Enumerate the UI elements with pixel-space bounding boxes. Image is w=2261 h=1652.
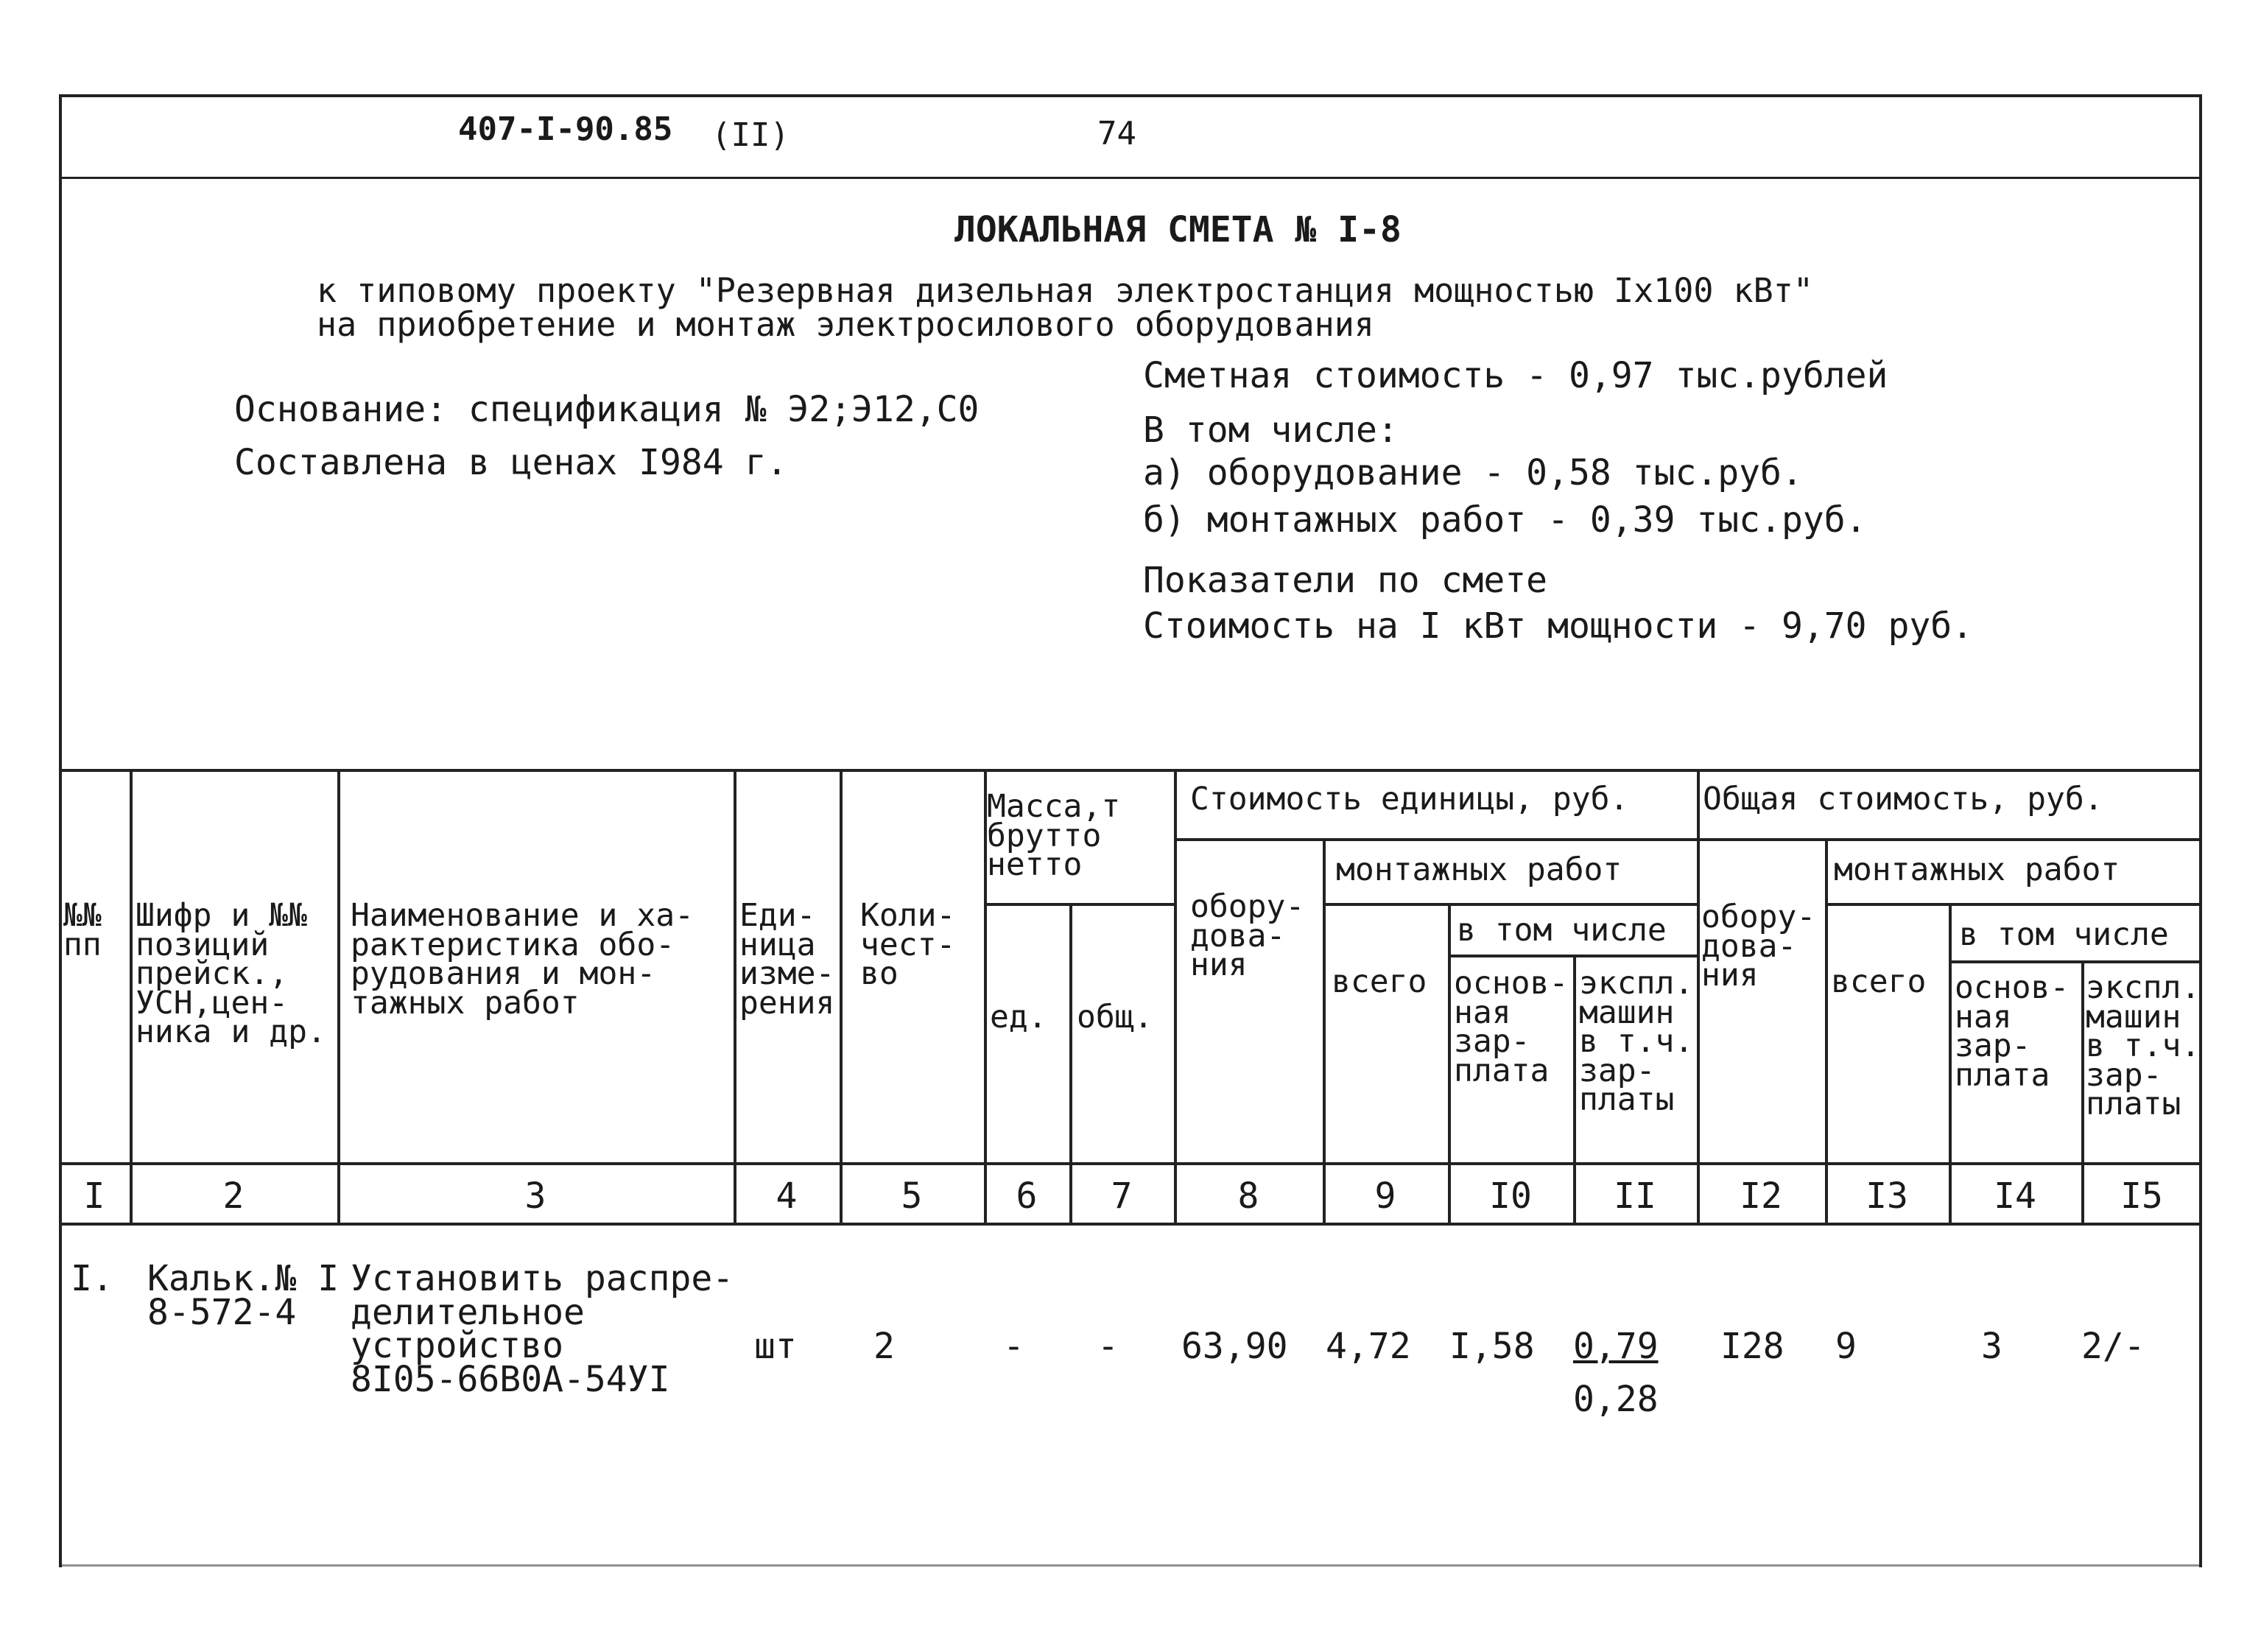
row-total-machines: 2/- (2081, 1326, 2145, 1367)
unit-incl-divider (1448, 955, 1697, 957)
document-code: 407-I-90.85 (458, 110, 673, 148)
col-header-mass-unit: ед. (990, 999, 1047, 1036)
col-number-9: 9 (1374, 1175, 1396, 1217)
page-number: 74 (1097, 115, 1136, 152)
col-number-4: 4 (776, 1175, 798, 1217)
unit-cost-group-divider (1174, 838, 1697, 841)
including-label: В том числе: (1143, 410, 1399, 451)
row-total-equipment: I28 (1720, 1326, 1784, 1367)
row-unit-machines-wage: 0,28 (1573, 1379, 1659, 1420)
document-part: (II) (711, 116, 790, 154)
col-divider-11 (1697, 769, 1700, 1223)
col-header-quantity: Коли- чест- во (860, 897, 956, 993)
col-number-14: I4 (1994, 1175, 2036, 1217)
page-left-border (59, 94, 62, 1567)
header-divider (59, 177, 2202, 179)
col-divider-7 (1174, 769, 1177, 1223)
col-header-total-machines: экспл. машин в т.ч. зар- платы (2086, 969, 2201, 1123)
col-header-unit-machines: экспл. машин в т.ч. зар- платы (1579, 965, 1694, 1119)
col-divider-1 (130, 769, 133, 1223)
col-header-row-number: №№ пп (63, 897, 102, 963)
row-total-wage: 3 (1981, 1326, 2002, 1367)
row-unit-wage: I,58 (1449, 1326, 1535, 1367)
col-header-total-install-group: монтажных работ (1834, 851, 2120, 888)
col-header-total-equipment: обору- дова- ния (1701, 899, 1816, 994)
row-quantity: 2 (873, 1326, 895, 1367)
row-code: Кальк.№ I 8-572-4 (147, 1258, 340, 1333)
col-number-11: II (1614, 1175, 1656, 1217)
col-header-unit-install-group: монтажных работ (1336, 851, 1622, 888)
col-header-unit-wage: основ- ная зар- плата (1454, 965, 1569, 1089)
row-number: I. (71, 1258, 113, 1299)
col-number-3: 3 (524, 1175, 546, 1217)
col-divider-12 (1825, 838, 1828, 1223)
total-install-divider (1825, 903, 2202, 906)
row-description: Установить распре- делительное устройство 8I05-66В0А-54УI (351, 1258, 734, 1400)
col-number-1: I (83, 1175, 105, 1217)
col-divider-4 (840, 769, 843, 1223)
col-number-7: 7 (1111, 1175, 1133, 1217)
col-number-10: I0 (1489, 1175, 1532, 1217)
column-numbers-bottom-border (59, 1223, 2202, 1226)
row-mass-total: - (1097, 1326, 1119, 1367)
price-base-year: Составлена в ценах I984 г. (234, 442, 788, 483)
col-header-unit-incl-group: в том числе (1457, 912, 1667, 949)
col-divider-9 (1448, 903, 1451, 1223)
col-header-mass-total: общ. (1077, 999, 1153, 1036)
col-header-total-incl-group: в том числе (1959, 916, 2169, 953)
indicators-label: Показатели по смете (1143, 560, 1548, 601)
col-divider-6 (1069, 903, 1072, 1223)
col-number-6: 6 (1016, 1175, 1038, 1217)
col-divider-3 (734, 769, 736, 1223)
col-number-13: I3 (1866, 1175, 1908, 1217)
mass-group-divider (984, 903, 1174, 906)
col-header-description: Наименование и ха- рактеристика обо- рудования и мон- тажных работ (351, 897, 694, 1022)
row-unit-machines: 0,79 (1573, 1326, 1659, 1367)
basis-specification: Основание: спецификация № Э2;Э12,С0 (234, 389, 980, 430)
col-header-total-wage: основ- ная зар- плата (1955, 969, 2070, 1094)
col-header-total-cost-group: Общая стоимость, руб. (1703, 781, 2103, 818)
row-mass-unit: - (1003, 1326, 1024, 1367)
col-header-unit-cost-group: Стоимость единицы, руб. (1190, 781, 1629, 818)
equipment-cost: а) оборудование - 0,58 тыс.руб. (1143, 452, 1803, 493)
col-number-5: 5 (901, 1175, 923, 1217)
subtitle-line-2: на приобретение и монтаж электросилового оборудования (317, 305, 1374, 344)
subtitle-line-1: к типовому проекту "Резервная дизельная электростанция мощностью Iх100 кВт" (317, 271, 1813, 310)
col-header-mass-group: Масса,т брутто нетто (987, 788, 1121, 884)
row-unit: шт (754, 1326, 797, 1367)
page-top-border (59, 94, 2202, 97)
col-divider-8 (1323, 838, 1326, 1223)
page-bottom-border (59, 1564, 2202, 1567)
unit-install-divider (1323, 903, 1697, 906)
table-top-border (59, 769, 2202, 772)
installation-cost: б) монтажных работ - 0,39 тыс.руб. (1143, 499, 1867, 541)
col-number-2: 2 (222, 1175, 245, 1217)
total-incl-divider (1949, 960, 2202, 963)
document-title: ЛОКАЛЬНАЯ СМЕТА № I-8 (954, 209, 1402, 250)
cost-per-kw: Стоимость на I кВт мощности - 9,70 руб. (1143, 605, 1974, 647)
header-bottom-border (59, 1162, 2202, 1165)
page-right-border (2199, 94, 2202, 1567)
col-number-15: I5 (2120, 1175, 2163, 1217)
total-cost-group-divider (1698, 838, 2202, 841)
col-header-unit: Еди- ница изме- рения (739, 897, 835, 1022)
row-unit-equipment: 63,90 (1181, 1326, 1288, 1367)
estimated-total-cost: Сметная стоимость - 0,97 тыс.рублей (1143, 355, 1888, 396)
col-header-unit-install-total: всего (1332, 963, 1427, 1000)
row-total-install: 9 (1835, 1326, 1857, 1367)
col-header-code: Шифр и №№ позиций прейск., УСН,цен- ника и др. (136, 897, 326, 1051)
col-divider-2 (337, 769, 340, 1223)
col-header-unit-equipment: обору- дова- ния (1190, 888, 1305, 984)
col-number-8: 8 (1237, 1175, 1259, 1217)
col-number-12: I2 (1740, 1175, 1782, 1217)
col-divider-13 (1949, 903, 1952, 1223)
col-header-total-install: всего (1831, 963, 1927, 1000)
row-unit-install-total: 4,72 (1326, 1326, 1411, 1367)
